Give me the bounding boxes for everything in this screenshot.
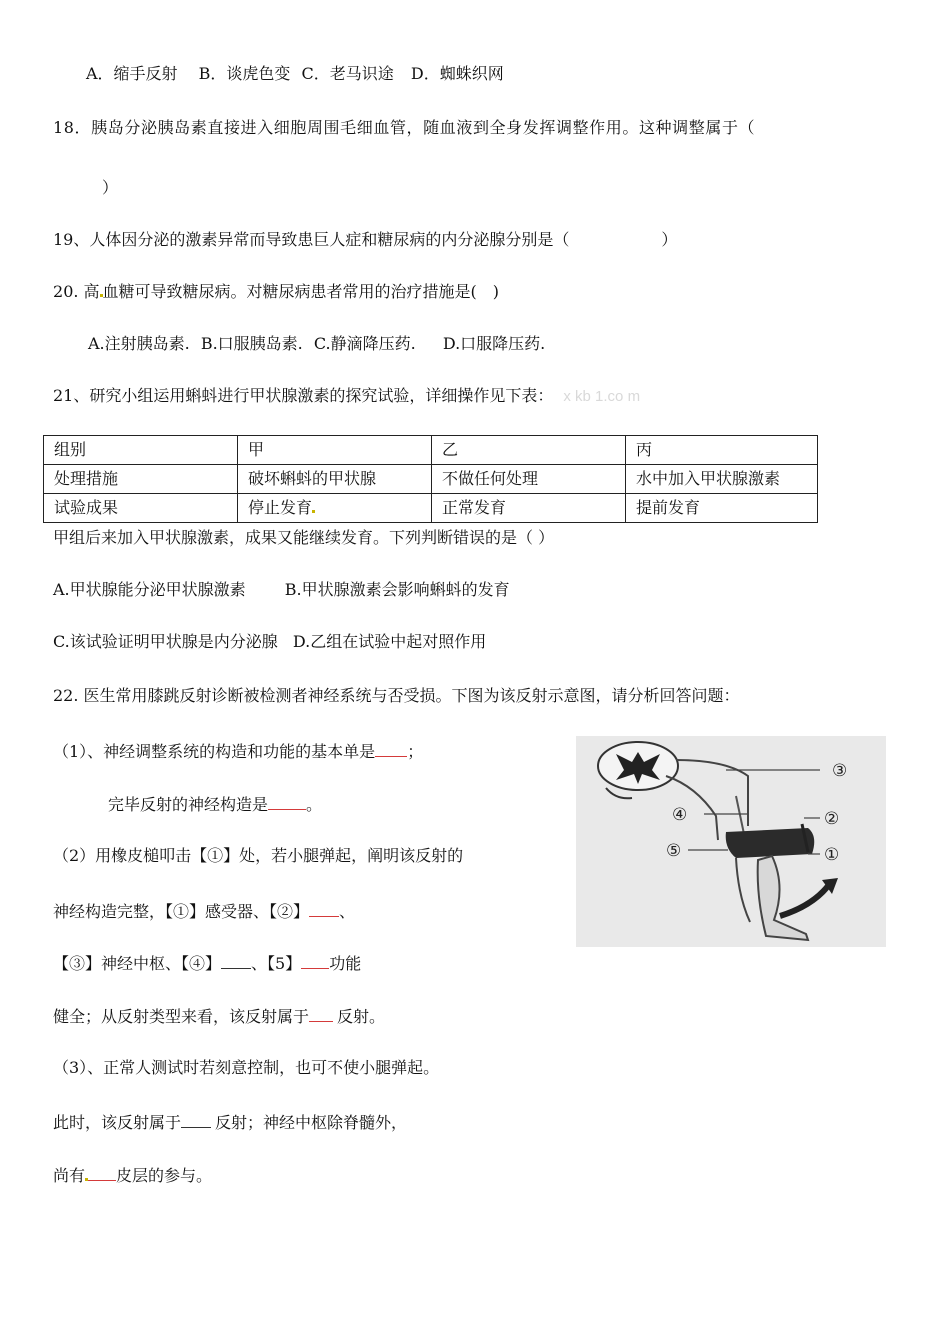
motion-arrow-shape: [780, 886, 828, 916]
q22-p1a-text: （1）、神经调整系统的构造和功能的基本单是: [53, 742, 376, 761]
watermark: x kb 1.co m: [563, 388, 641, 405]
q17-options: [86, 64, 504, 84]
label-3: ③: [832, 761, 848, 781]
option-d: D.乙组在试验中起对照作用: [292, 632, 487, 651]
q22-part2c: [53, 952, 361, 974]
table-row: [44, 436, 818, 465]
option-c: C.静滴降压药.: [313, 334, 416, 353]
q21-options-ab: [53, 580, 510, 600]
option-b: B.甲状腺激素会影响蝌蚪的发育: [284, 580, 510, 599]
question-19-text: 19、人体因分泌的激素异常而导致患巨人症和糖尿病的内分泌腺分别是（: [53, 230, 570, 249]
option-a: A．缩手反射: [86, 64, 178, 83]
q22-p1b-text: 完毕反射的神经构造是: [108, 795, 269, 814]
table-cell: 组别: [44, 436, 238, 465]
mark-dot: [312, 510, 315, 513]
q22-part3b: [53, 1111, 407, 1133]
answer-blank[interactable]: [88, 1164, 116, 1181]
q22-p3c-end: 皮层的参与。: [116, 1166, 213, 1185]
option-a: A.注射胰岛素.: [88, 334, 190, 353]
table-cell: [44, 494, 238, 523]
table-cell: 丙: [626, 436, 818, 465]
question-21-text: 21、研究小组运用蝌蚪进行甲状腺激素的探究试验，详细操作见下表：: [53, 386, 554, 405]
option-d: D．蜘蛛织网: [410, 64, 504, 83]
table-cell: 水中加入甲状腺激素: [626, 465, 818, 494]
q22-p2c-text3: 功能: [329, 954, 362, 973]
table-row: [44, 494, 818, 523]
question-20: [53, 282, 499, 302]
label-1: ①: [824, 845, 840, 865]
q22-part2d: [53, 1005, 385, 1027]
question-20-text: 血糖可导致糖尿病。对糖尿病患者常用的治疗措施是(: [102, 282, 477, 301]
answer-blank[interactable]: [375, 740, 407, 757]
knee-jerk-reflex-diagram: [576, 736, 886, 947]
q22-p2c-text: 【③】神经中枢、【④】: [53, 954, 222, 973]
cell-text: 试验成果: [54, 498, 119, 517]
table-cell: 破坏蝌蚪的甲状腺: [238, 465, 432, 494]
q22-p2b-text: 神经构造完整，【①】感受器、【②】: [53, 902, 310, 921]
q22-p2d-text: 健全；从反射类型来看，该反射属于: [53, 1007, 310, 1026]
leg-outline-shape: [736, 858, 750, 922]
nerve-branch-shape: [736, 796, 744, 834]
q22-p2c-text2: 、【5】: [251, 954, 302, 973]
q22-part3a: （3）、正常人测试时若刻意控制，也可不使小腿弹起。: [53, 1058, 440, 1077]
q22-part2a: （2）用橡皮槌叩击【①】处，若小腿弹起，阐明该反射的: [53, 846, 464, 865]
option-c: C．老马识途: [301, 64, 394, 83]
q22-part1b: [108, 793, 322, 815]
option-b: B.口服胰岛素.: [200, 334, 303, 353]
question-22: 22. 医生常用膝跳反射诊断被检测者神经系统与否受损。下图为该反射示意图，请分析回答问题：: [53, 686, 740, 705]
q22-p3b-text: 此时，该反射属于: [53, 1113, 182, 1132]
q21-options-cd: [53, 632, 486, 652]
question-19-close: ）: [661, 230, 678, 249]
question-20-num-b: 0. 高: [63, 282, 100, 301]
q20-options: [88, 334, 545, 354]
q22-p2b-end: 、: [339, 902, 356, 921]
table-cell: 正常发育: [432, 494, 626, 523]
question-18-close: ）: [102, 178, 119, 197]
table-row: [44, 465, 818, 494]
q22-part1a: [53, 740, 423, 762]
label-2: ②: [824, 809, 840, 829]
q22-p2d-end: 反射。: [337, 1007, 386, 1026]
option-b: B．谈虎色变: [198, 64, 291, 83]
question-20-num: 2: [53, 282, 64, 301]
question-21-after: 甲组后来加入甲状腺激素，成果又能继续发育。下列判断错误的是（ ）: [53, 528, 555, 547]
table-cell: [238, 494, 432, 523]
table-cell: 不做任何处理: [432, 465, 626, 494]
q22-p1b-end: 。: [306, 795, 323, 814]
option-d: D.口服降压药.: [442, 334, 546, 353]
answer-blank[interactable]: [221, 952, 251, 969]
experiment-table: [43, 435, 818, 523]
question-19: [53, 230, 677, 250]
answer-blank[interactable]: [268, 793, 306, 810]
label-4: ④: [672, 805, 688, 825]
answer-blank[interactable]: [309, 1005, 333, 1022]
thigh-shape: [726, 828, 815, 858]
q22-p3c-text: 尚有: [53, 1166, 86, 1185]
answer-blank[interactable]: [301, 952, 329, 969]
q22-part3c: [53, 1164, 212, 1186]
q22-p3b-end: 反射；神经中枢除脊髓外，: [215, 1113, 408, 1132]
q22-p1a-end: ；: [407, 742, 424, 761]
option-a: A.甲状腺能分泌甲状腺激素: [53, 580, 246, 599]
label-5: ⑤: [666, 841, 682, 861]
table-cell: 提前发育: [626, 494, 818, 523]
answer-blank[interactable]: [309, 900, 339, 917]
table-cell: 乙: [432, 436, 626, 465]
table-cell: 甲: [238, 436, 432, 465]
cell-text: 停止发育: [248, 498, 313, 517]
answer-blank[interactable]: [181, 1111, 211, 1128]
q22-part2b: [53, 900, 355, 922]
question-21: [53, 386, 640, 407]
question-18: [53, 118, 755, 138]
question-18-text: 18．胰岛分泌胰岛素直接进入细胞周围毛细血管，随血液到全身发挥调整作用。这种调整属于（: [53, 118, 756, 137]
question-20-close: ): [492, 282, 500, 301]
lower-leg-shape: [758, 856, 808, 940]
reflex-diagram-svg: [576, 736, 886, 947]
option-c: C.该试验证明甲状腺是内分泌腺: [53, 632, 278, 651]
table-cell: 处理措施: [44, 465, 238, 494]
